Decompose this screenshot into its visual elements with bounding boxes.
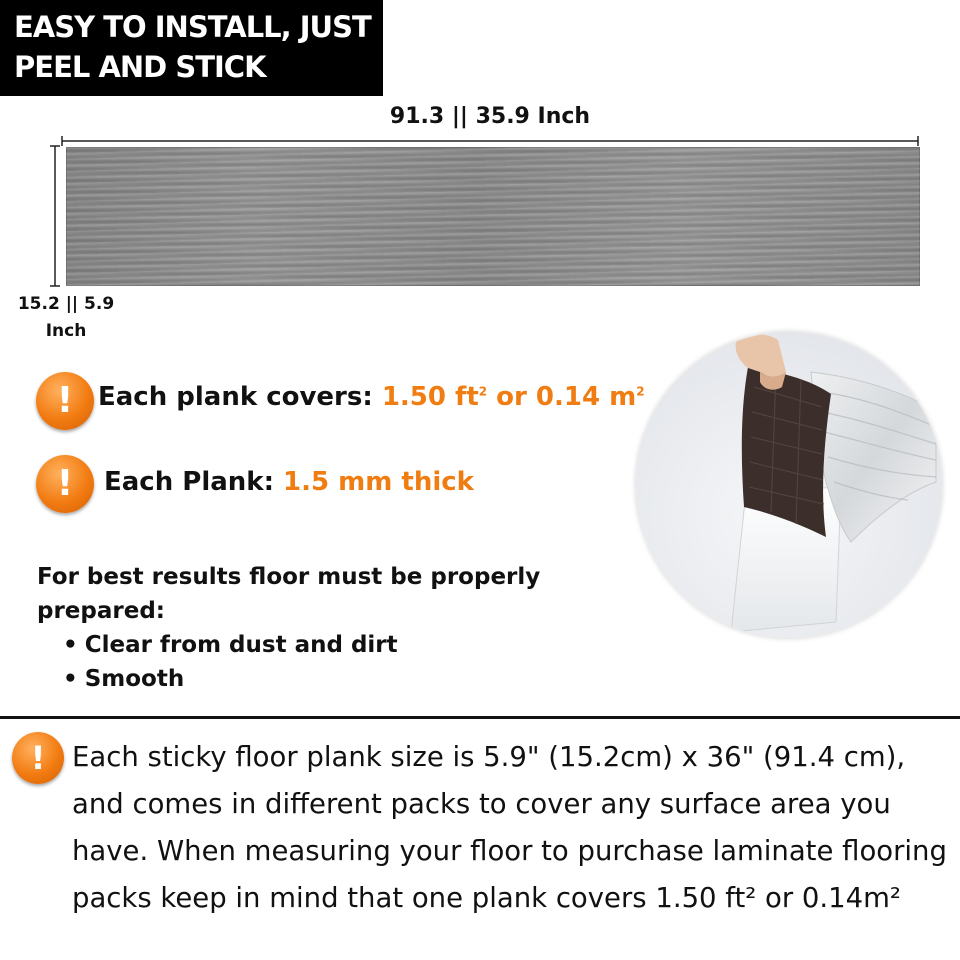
height-dimension-unit: Inch xyxy=(45,321,87,341)
peel-illustration xyxy=(636,332,942,638)
feature-thickness-value: 1.5 mm thick xyxy=(283,467,474,497)
wood-plank-image xyxy=(66,147,920,286)
feature-thickness-label: Each Plank: xyxy=(104,467,284,497)
tip-item: • Clear from dust and dirt xyxy=(82,628,540,662)
tip-item: • Smooth xyxy=(82,662,540,696)
preparation-tips xyxy=(37,560,540,696)
warning-icon: ! xyxy=(36,372,94,430)
feature-coverage-label: Each plank covers: xyxy=(98,382,382,412)
tips-line-2: prepared: xyxy=(37,598,165,624)
peel-demo-image xyxy=(636,332,942,638)
section-divider xyxy=(0,716,960,719)
tips-line-1: For best results floor must be properly xyxy=(37,564,541,590)
banner-line-1: EASY TO INSTALL, JUST xyxy=(14,10,371,44)
warning-icon: ! xyxy=(36,455,94,513)
tips-list xyxy=(37,628,540,696)
feature-thickness xyxy=(104,467,474,497)
warning-icon: ! xyxy=(12,732,64,784)
height-dimension-label: 15.2 || 5.9 xyxy=(17,294,115,314)
feature-coverage-value: 1.50 $ft^2$ or 0.14 $m^2$ xyxy=(381,382,645,412)
banner-line-2: PEEL AND STICK xyxy=(14,50,266,84)
feature-coverage xyxy=(98,382,645,412)
width-dimension-label: 91.3 || 35.9 Inch xyxy=(389,104,591,129)
plank-size-note: Each sticky floor plank size is 5.9" (15.2cm) x 36" (91.4 cm), and comes in different packs to cover any surface area you have. When measuring your floor to purchase laminate flooring packs keep in mind that one plank covers 1.50 ft² or 0.14m² xyxy=(72,741,947,914)
